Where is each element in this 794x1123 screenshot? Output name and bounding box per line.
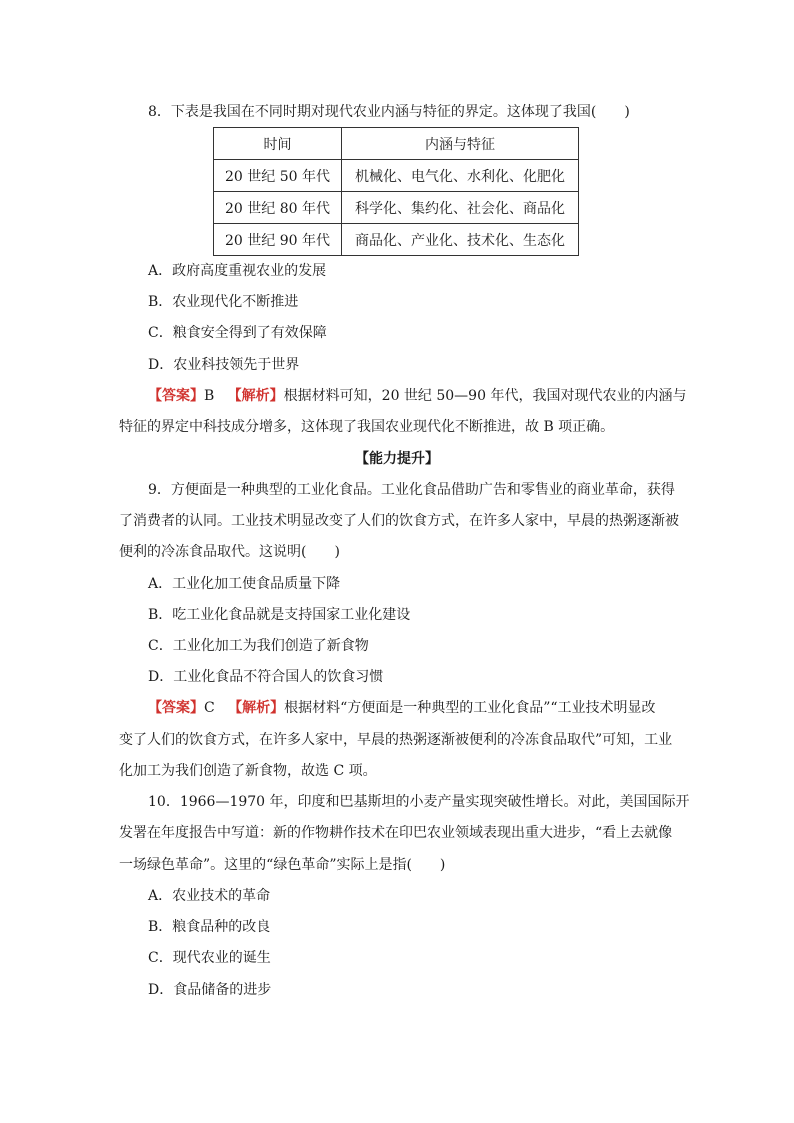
q8-option-c: C．粮食安全得到了有效保障: [148, 325, 327, 341]
table-header-time: 时间: [214, 128, 342, 160]
q9-option-c: C．工业化加工为我们创造了新食物: [148, 638, 369, 654]
table-cell-period: 20 世纪 80 年代: [214, 192, 342, 224]
q10-stem-line2: 发署在年度报告中写道：新的作物耕作技术在印巴农业领域表现出重大进步，“看上去就像: [119, 825, 673, 841]
q10-option-a: A．农业技术的革命: [148, 888, 271, 904]
table-cell-features: 商品化、产业化、技术化、生态化: [341, 224, 578, 256]
q10-stem-line1: 10．1966—1970 年，印度和巴基斯坦的小麦产量实现突破性增长。对此，美国国际开: [148, 794, 690, 810]
table-row: [214, 224, 579, 256]
q10-option-b: B．粮食品种的改良: [148, 919, 271, 935]
table-header-features: 内涵与特征: [341, 128, 578, 160]
analysis-tag: 【解析】: [227, 388, 284, 404]
section-title: 【能力提升】: [355, 451, 439, 467]
analysis-text: 根据材料“方便面是一种典型的工业化食品”“工业技术明显改: [284, 700, 656, 716]
q10-option-d: D．食品储备的进步: [148, 982, 272, 998]
q9-option-d: D．工业化食品不符合国人的饮食习惯: [148, 669, 384, 685]
table-cell-period: 20 世纪 50 年代: [214, 160, 342, 192]
answer-letter: B: [204, 388, 215, 404]
q9-stem-line3: 便利的冷冻食品取代。这说明( ): [119, 544, 340, 560]
answer-letter: C: [204, 700, 215, 716]
q9-answer-line: [148, 698, 656, 718]
answer-tag: 【答案】: [148, 388, 204, 404]
table-cell-features: 机械化、电气化、水利化、化肥化: [341, 160, 578, 192]
q8-analysis-line2: 特征的界定中科技成分增多，这体现了我国农业现代化不断推进，故 B 项正确。: [119, 419, 615, 435]
q9-option-a: A．工业化加工使食品质量下降: [148, 576, 341, 592]
table-cell-features: 科学化、集约化、社会化、商品化: [341, 192, 578, 224]
analysis-tag: 【解析】: [228, 700, 285, 716]
table-row: [214, 160, 579, 192]
q8-option-d: D．农业科技领先于世界: [148, 357, 300, 373]
q9-stem-line2: 了消费者的认同。工业技术明显改变了人们的饮食方式，在许多人家中，早晨的热粥逐渐被: [119, 513, 679, 529]
q8-answer-line: [148, 386, 686, 406]
q9-option-b: B．吃工业化食品就是支持国家工业化建设: [148, 607, 411, 623]
q8-option-b: B．农业现代化不断推进: [148, 294, 299, 310]
q10-stem-line3: 一场绿色革命”。这里的“绿色革命”实际上是指( ): [119, 857, 446, 873]
q8-option-a: A．政府高度重视农业的发展: [148, 263, 327, 279]
table-row: [214, 192, 579, 224]
q8-stem: 8．下表是我国在不同时期对现代农业内涵与特征的界定。这体现了我国( ): [148, 104, 630, 120]
q9-stem-line1: 9．方便面是一种典型的工业化食品。工业化食品借助广告和零售业的商业革命，获得: [148, 482, 675, 498]
q9-analysis-line2: 变了人们的饮食方式，在许多人家中，早晨的热粥逐渐被便利的冷冻食品取代”可知，工业: [119, 732, 673, 748]
table-cell-period: 20 世纪 90 年代: [214, 224, 342, 256]
answer-tag: 【答案】: [148, 700, 204, 716]
table-header-row: [214, 128, 579, 160]
q8-table: [213, 127, 579, 256]
q10-option-c: C．现代农业的诞生: [148, 950, 271, 966]
analysis-text: 根据材料可知，20 世纪 50—90 年代，我国对现代农业的内涵与: [283, 388, 687, 404]
q9-analysis-line3: 化加工为我们创造了新食物，故选 C 项。: [119, 763, 377, 779]
